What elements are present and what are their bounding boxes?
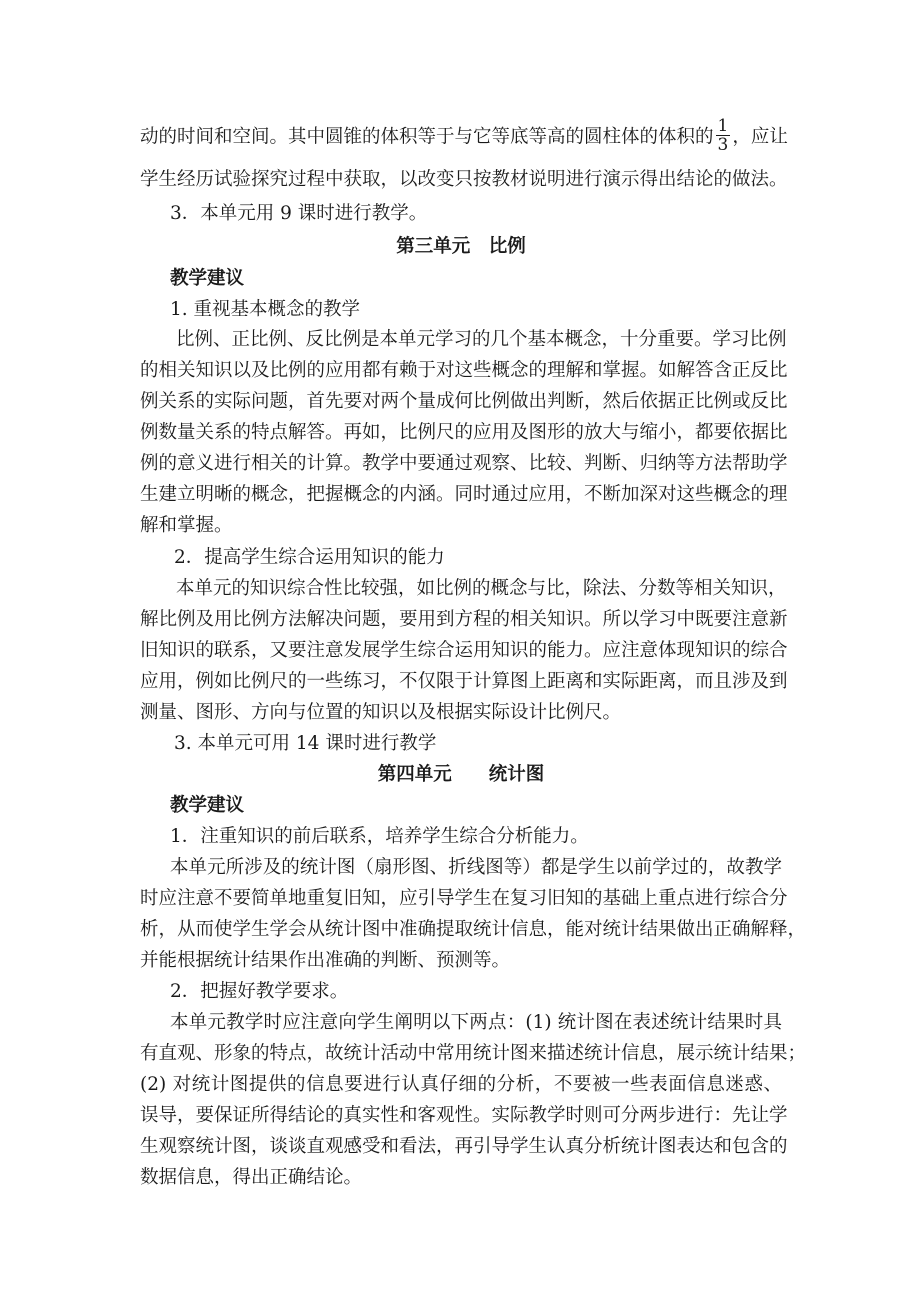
subsection-title: 1. 重视基本概念的教学 bbox=[170, 299, 361, 320]
paragraph-line: 有直观、形象的特点，故统计活动中常用统计图来描述统计信息，展示统计结果； bbox=[140, 1043, 807, 1064]
paragraph-line: 比例、正比例、反比例是本单元学习的几个基本概念，十分重要。学习比例 bbox=[176, 329, 787, 350]
paragraph-line bbox=[140, 116, 788, 156]
section-heading: 教学建议 bbox=[170, 795, 245, 816]
paragraph-line: 解和掌握。 bbox=[140, 515, 233, 536]
paragraph-line: 例数量关系的特点解答。再如，比例尺的应用及图形的放大与缩小，都要依据比 bbox=[140, 422, 788, 443]
paragraph-line: 测量、图形、方向与位置的知识以及根据实际设计比例尺。 bbox=[140, 702, 622, 723]
subsection-title: 3. 本单元可用 14 课时进行教学 bbox=[174, 733, 437, 754]
paragraph-line: 应用，例如比例尺的一些练习，不仅限于计算图上距离和实际距离，而且涉及到 bbox=[140, 671, 788, 692]
paragraph-line: 旧知识的联系，又要注意发展学生综合运用知识的能力。应注意体现知识的综合 bbox=[140, 640, 788, 661]
paragraph-line: 本单元所涉及的统计图（扇形图、折线图等）都是学生以前学过的，故教学 bbox=[170, 857, 782, 878]
paragraph-line: 本单元的知识综合性比较强，如比例的概念与比，除法、分数等相关知识， bbox=[176, 578, 787, 599]
paragraph-line: 生建立明晰的概念，把握概念的内涵。同时通过应用，不断加深对这些概念的理 bbox=[140, 484, 788, 505]
paragraph-line: 误导，要保证所得结论的真实性和客观性。实际教学时则可分两步进行：先让学 bbox=[140, 1105, 788, 1126]
paragraph-line: 学生经历试验探究过程中获取，以改变只按教材说明进行演示得出结论的做法。 bbox=[140, 169, 788, 190]
subsection-title: 2．提高学生综合运用知识的能力 bbox=[174, 547, 445, 568]
paragraph-line: (2) 对统计图提供的信息要进行认真仔细的分析，不要被一些表面信息迷惑、 bbox=[140, 1074, 782, 1095]
section-heading: 教学建议 bbox=[170, 268, 245, 289]
section-title: 第三单元 比例 bbox=[396, 236, 526, 257]
text-run: 动的时间和空间。其中圆锥的体积等于与它等底等高的圆柱体的体积的 bbox=[140, 126, 714, 148]
subsection-title: 2．把握好教学要求。 bbox=[170, 981, 349, 1002]
paragraph-line: 例的意义进行相关的计算。教学中要通过观察、比较、判断、归纳等方法帮助学 bbox=[140, 453, 788, 474]
paragraph-line: 的相关知识以及比例的应用都有赖于对这些概念的理解和掌握。如解答含正反比 bbox=[140, 360, 788, 381]
paragraph-line: 生观察统计图，谈谈直观感受和看法，再引导学生认真分析统计图表达和包含的 bbox=[140, 1136, 788, 1157]
text-run: ，应让 bbox=[732, 126, 788, 148]
paragraph-line: 解比例及用比例方法解决问题，要用到方程的相关知识。所以学习中既要注意新 bbox=[140, 609, 788, 630]
section-title: 第四单元 统计图 bbox=[377, 764, 545, 785]
list-item: 3．本单元用 9 课时进行教学。 bbox=[170, 203, 428, 224]
subsection-title: 1．注重知识的前后联系，培养学生综合分析能力。 bbox=[170, 826, 589, 847]
paragraph-line: 并能根据统计结果作出准确的判断、预测等。 bbox=[140, 950, 511, 971]
fraction-one-third: $\frac{1}{3}$ bbox=[717, 116, 729, 155]
paragraph-line: 时应注意不要简单地重复旧知，应引导学生在复习旧知的基础上重点进行综合分 bbox=[140, 888, 788, 909]
paragraph-line: 本单元教学时应注意向学生阐明以下两点：(1) 统计图在表述统计结果时具 bbox=[170, 1012, 782, 1033]
paragraph-line: 例关系的实际问题，首先要对两个量成何比例做出判断，然后依据正比例或反比 bbox=[140, 391, 788, 412]
paragraph-line: 数据信息，得出正确结论。 bbox=[140, 1167, 363, 1188]
paragraph-line: 析，从而使学生学会从统计图中准确提取统计信息，能对统计结果做出正确解释， bbox=[140, 919, 807, 940]
